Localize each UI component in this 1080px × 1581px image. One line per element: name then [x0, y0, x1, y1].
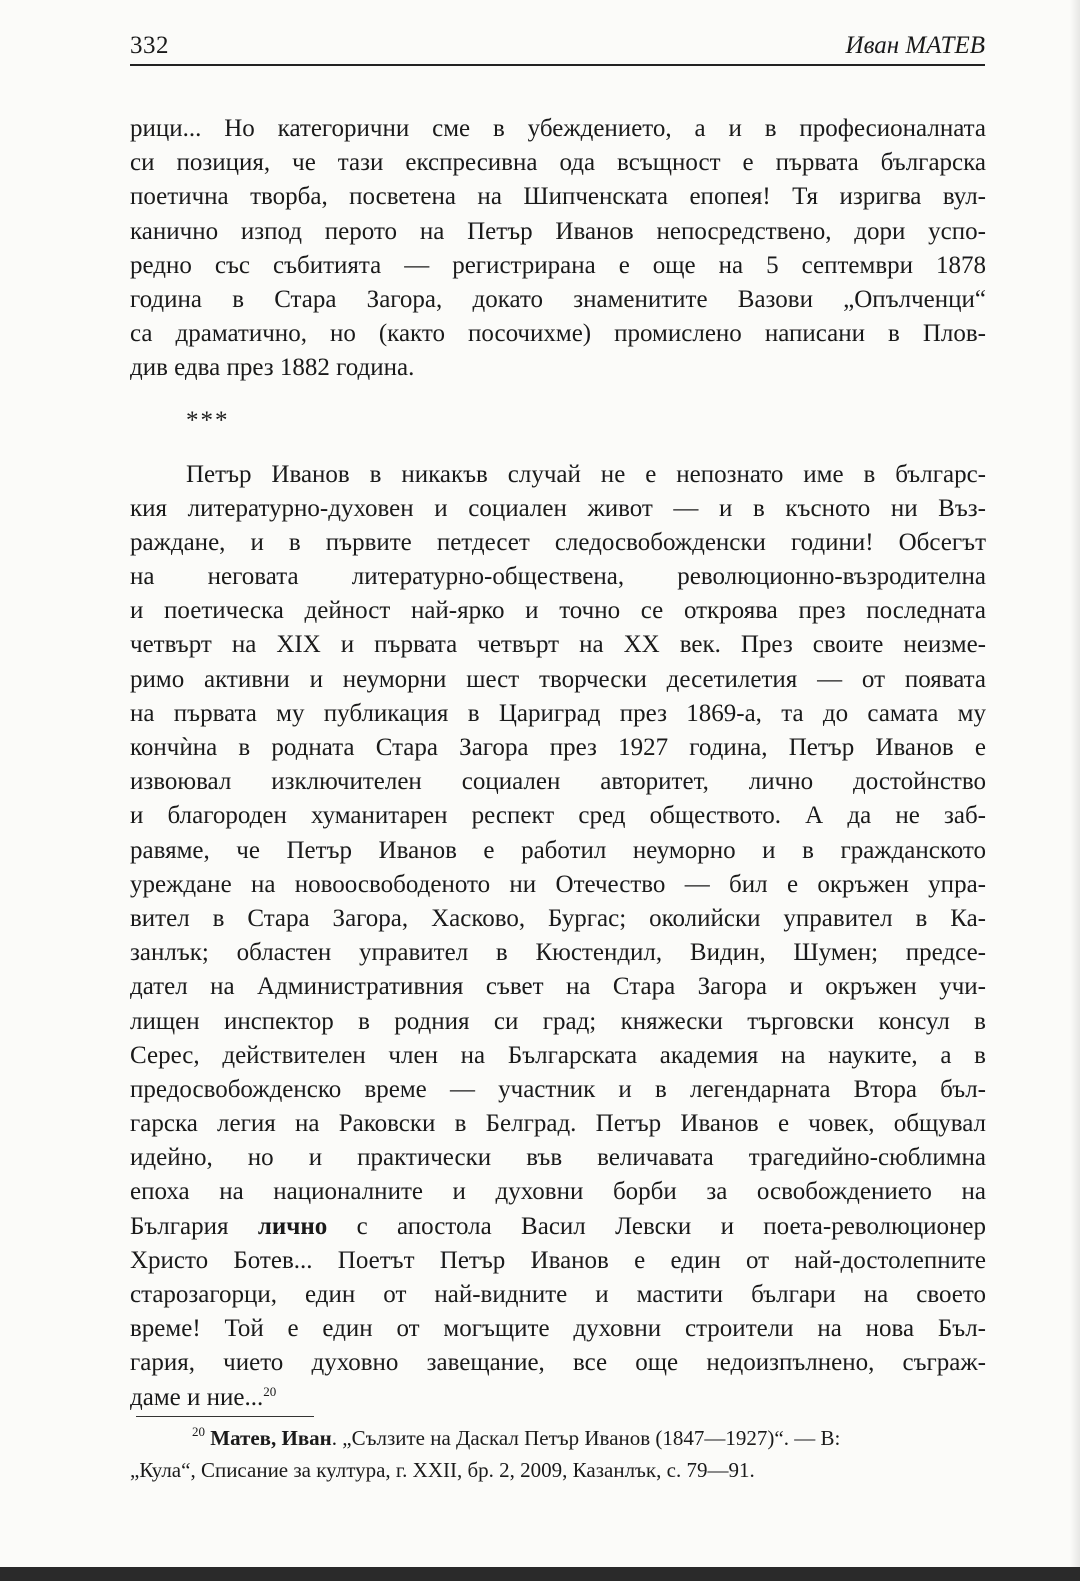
page-header	[130, 28, 985, 66]
text-line: старозагорци, един от най-видните и мастити българи на своето	[130, 1281, 986, 1308]
text-line: са драматично, но (както посочихме) промислено написани в Плов-	[130, 320, 986, 348]
text-line: поетична творба, посветена на Шипченската епопея! Тя изригва вул-	[130, 183, 986, 211]
text-line: на първата му публикация в Цариград през 1869-а, та до самата му	[130, 699, 986, 727]
text-line: редно със събитията — регистрирана е още на 5 септември 1878	[130, 251, 986, 279]
text-line: идейно, но и практически във величавата трагедийно-сюблимна	[130, 1144, 986, 1172]
text-line: равяме, че Петър Иванов е работил неуморно и в гражданското	[130, 836, 986, 864]
text-line: дател на Административния съвет на Стара Загора и окръжен учи-	[130, 973, 986, 1001]
bold-emphasis: лично	[257, 1212, 328, 1240]
text-line: уреждане на новоосвободеното ни Отечество — бил е окръжен упра-	[130, 870, 986, 898]
text-line: и благороден хуманитарен респект сред обществото. А да не заб-	[130, 802, 986, 830]
text-line: див едва през 1882 година.	[130, 354, 415, 382]
text-fragment: даме и ние...	[130, 1383, 264, 1411]
text-line: раждане, и в първите петдесет следосвобожденски години! Обсегът	[130, 528, 986, 556]
text-fragment: с апостола Васил Левски и поета-революционер	[356, 1212, 986, 1240]
text-line: на неговата литературно-обществена, революционно-възродителна	[130, 563, 986, 591]
main-text	[130, 112, 986, 1415]
page-number: 332	[130, 32, 169, 59]
text-line: римо активни и неуморни шест творчески десетилетия — от появата	[130, 665, 986, 693]
scan-bottom-edge	[0, 1567, 1080, 1581]
text-line-with-emphasis	[130, 1210, 986, 1244]
text-line: Серес, действителен член на Българската академия на науките, а в	[130, 1041, 986, 1069]
text-line: рици... Но категорични сме в убеждението, а и в професионалната	[130, 115, 986, 142]
text-line: гарска легия на Раковски в Белград. Петър Иванов е човек, общувал	[130, 1110, 986, 1138]
text-line: лищен инспектор в родния си град; княжески търговски консул в	[130, 1007, 986, 1035]
text-line: вител в Стара Загора, Хасково, Бургас; околийски управител в Ка-	[130, 904, 986, 932]
section-separator: ***	[186, 406, 230, 434]
footnote	[130, 1422, 986, 1486]
text-line: четвърт на XIX и първата четвърт на XX век. През своите неизме-	[130, 631, 986, 659]
text-line-last	[130, 1381, 986, 1415]
text-line: предосвобожденско време — участник и в легендарната Втора бъл-	[130, 1075, 986, 1103]
text-line: година в Стара Загора, докато знаменитите Вазови „Опълченци“	[130, 285, 986, 313]
text-line: си позиция, че тази експресивна ода всъщност е първата българска	[130, 149, 986, 177]
text-line: епоха на националните и духовни борби за освобождението на	[130, 1178, 986, 1206]
text-line: кия литературно-духовен и социален живот — и в късното ни Въз-	[130, 494, 986, 522]
footnote-reference[interactable]: 20	[263, 1383, 277, 1399]
text-line: Петър Иванов в никакъв случай не е непознато име в българс-	[186, 460, 986, 488]
paragraph-1	[130, 112, 986, 386]
footnote-number: 20	[192, 1424, 205, 1439]
footnote-citation: . „Сълзите на Даскал Петър Иванов (1847—1927)“. — В:	[331, 1426, 841, 1450]
text-line: извоювал изключителен социален авторитет, лично достойнство	[130, 768, 986, 796]
text-line: Христо Ботев... Поетът Петър Иванов е един от най-достолепните	[130, 1246, 986, 1274]
text-line: време! Той е един от могъщите духовни строители на нова Бъл-	[130, 1315, 986, 1343]
footnote-line	[130, 1422, 986, 1454]
page-edge-shadow	[1070, 0, 1080, 1581]
text-fragment: България	[130, 1212, 229, 1240]
text-line: и поетическа дейност най-ярко и точно се откроява през последната	[130, 597, 986, 625]
text-line: кончѝна в родната Стара Загора през 1927 година, Петър Иванов е	[130, 734, 986, 761]
running-head-author: Иван МАТЕВ	[845, 32, 985, 59]
text-line: занлък; областен управител в Кюстендил, Видин, Шумен; предсе-	[130, 939, 986, 967]
text-line: гария, чието духовно завещание, все още недоизпълнено, съграж-	[130, 1349, 986, 1377]
footnote-rule	[136, 1416, 314, 1417]
text-line: канично изпод перото на Петър Иванов непосредствено, дори успо-	[130, 217, 986, 245]
footnote-author: Матев, Иван	[210, 1426, 332, 1450]
footnote-line: „Кула“, Списание за култура, г. XXII, бр. 2, 2009, Казанлък, с. 79—91.	[130, 1458, 755, 1482]
paragraph-2	[130, 458, 986, 1415]
